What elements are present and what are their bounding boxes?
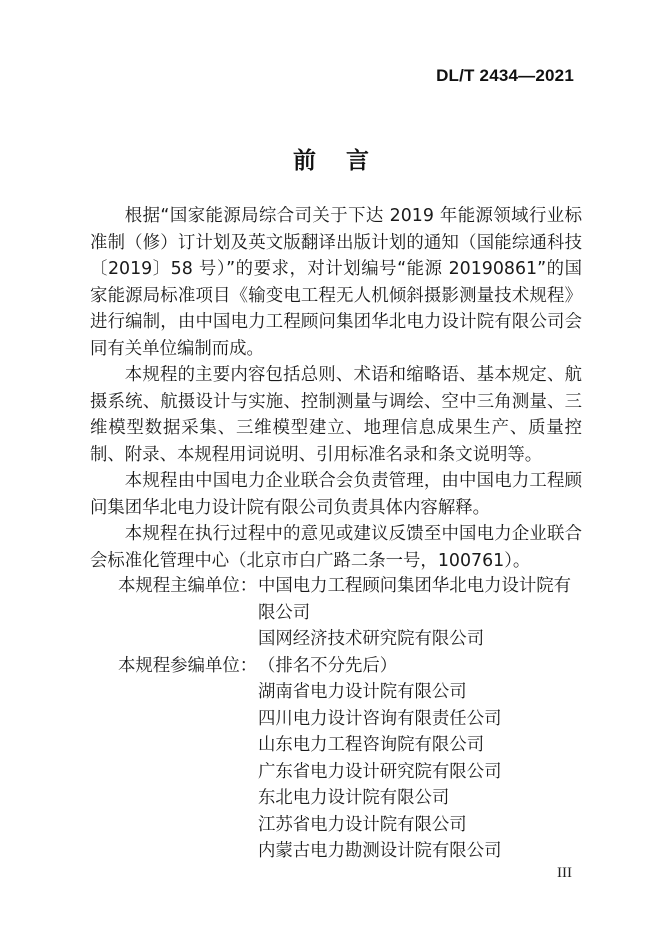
- participating-editor-item: 湖南省电力设计院有限公司: [258, 682, 467, 702]
- participating-editor-item: 东北电力设计院有限公司: [258, 788, 450, 808]
- paragraph-management: 本规程由中国电力企业联合会负责管理，由中国电力工程顾问集团华北电力设计院有限公司负责具体内容解释。: [90, 471, 582, 518]
- chief-editor-item: 国网经济技术研究院有限公司: [258, 629, 485, 649]
- page-title: 前言: [293, 148, 399, 174]
- page-number: III: [557, 865, 572, 881]
- chief-editor-item: 中国电力工程顾问集团华北电力设计院有限公司: [258, 576, 572, 623]
- chief-editors-row: [118, 573, 588, 653]
- paragraph-feedback: 本规程在执行过程中的意见或建议反馈至中国电力企业联合会标准化管理中心（北京市白广路二条一号，100761）。: [90, 524, 582, 571]
- standard-code: DL/T 2434—2021: [436, 66, 574, 85]
- participating-editor-item: 内蒙古电力勘测设计院有限公司: [258, 841, 502, 861]
- participating-editor-item: 山东电力工程咨询院有限公司: [258, 735, 485, 755]
- participating-editor-item: 广东省电力设计研究院有限公司: [258, 761, 502, 782]
- paragraph-contents: 本规程的主要内容包括总则、术语和缩略语、基本规定、航摄系统、航摄设计与实施、控制测量与调绘、空中三角测量、三维模型数据采集、三维模型建立、地理信息成果生产、质量控制、附录、本规程用词说明、引用标准名录和条文说明等。: [90, 365, 582, 465]
- participating-editors-note: （排名不分先后）: [258, 655, 398, 676]
- organizations: [118, 573, 588, 865]
- participating-editors-list: [258, 653, 588, 865]
- participating-editors-row: [118, 653, 588, 865]
- chief-editors-list: [258, 573, 588, 653]
- participating-editor-item: 四川电力设计咨询有限责任公司: [258, 708, 502, 729]
- participating-editors-label: 本规程参编单位：: [118, 655, 258, 676]
- paragraph-basis: 根据“国家能源局综合司关于下达 2019 年能源领域行业标准制（修）订计划及英文版翻译出版计划的通知（国能综通科技〔2019〕58 号）”的要求，对计划编号“能源 20190861”的国家能源局标准项目《输变电工程无人机倾斜摄影测量技术规程》进行编制，由中国电力工程顾问集团华北电力设计院有限公司会同有关单位编制而成。: [90, 206, 582, 359]
- foreword-body: [90, 203, 582, 574]
- chief-editors-label: 本规程主编单位：: [118, 576, 258, 596]
- participating-editor-item: 江苏省电力设计院有限公司: [258, 814, 467, 835]
